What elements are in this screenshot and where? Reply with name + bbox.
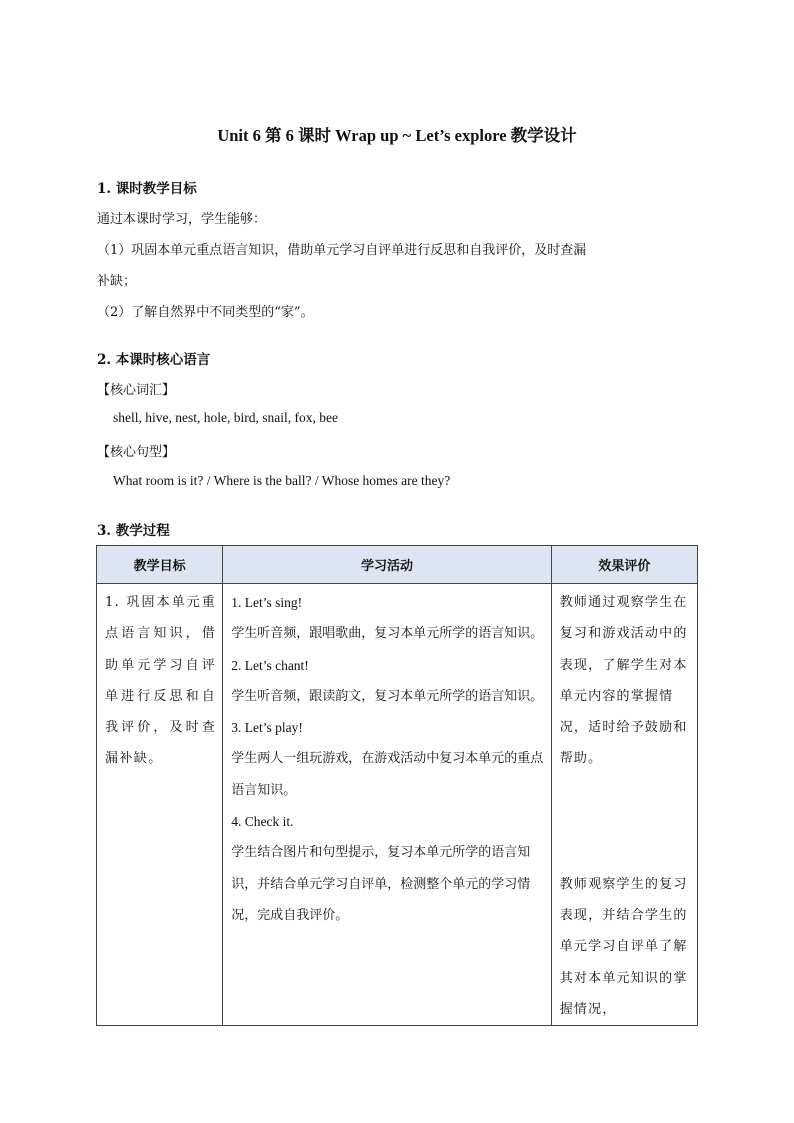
table-header-row	[97, 546, 698, 584]
goal-2: （2）了解自然界中不同类型的“家”。	[97, 305, 314, 320]
activity-1-desc: 学生听音频，跟唱歌曲，复习本单元所学的语言知识。	[231, 626, 544, 642]
activity-cell	[223, 584, 552, 1026]
header-activity: 学习活动	[223, 546, 552, 584]
header-goal: 教学目标	[97, 546, 223, 584]
table-row	[97, 584, 698, 1026]
vocab-list: shell, hive, nest, hole, bird, snail, fox, bee	[113, 410, 338, 425]
section-1-heading: 1. 课时教学目标	[97, 181, 197, 197]
section-3-heading: 3. 教学过程	[97, 523, 170, 539]
evaluation-1: 教师通过观察学生在复习和游戏活动中的表现，了解学生对本单元内容的掌握情况，适时给予鼓励和帮助。	[559, 595, 688, 767]
header-evaluation: 效果评价	[551, 546, 697, 584]
evaluation-2: 教师观察学生的复习表现，并结合学生的单元学习自评单了解其对本单元知识的掌握情况，	[559, 876, 688, 1017]
pattern-label: 【核心句型】	[97, 445, 176, 460]
evaluation-spacer	[560, 775, 692, 869]
activity-2-title: 2. Let’s chant!	[231, 657, 309, 673]
section-1-intro: 通过本课时学习，学生能够：	[97, 212, 267, 227]
activity-list	[223, 584, 551, 931]
activity-1-title: 1. Let’s sing!	[231, 595, 303, 610]
evaluation-cell	[551, 584, 697, 1026]
activity-4-desc: 学生结合图片和句型提示，复习本单元所学的语言知识，并结合单元学习自评单，检测整个单元的学习情况，完成自我评价。	[231, 845, 531, 923]
goal-1-line-1: （1）巩固本单元重点语言知识，借助单元学习自评单进行反思和自我评价，及时查漏	[97, 243, 587, 258]
teaching-process-table	[96, 545, 698, 1026]
goal-text: 1. 巩固本单元重点语言知识，借助单元学习自评单进行反思和自我评价，及时查漏补缺。	[105, 595, 217, 767]
goal-1-line-2: 补缺；	[97, 274, 137, 289]
activity-3-desc: 学生两人一组玩游戏，在游戏活动中复习本单元的重点语言知识。	[231, 751, 544, 798]
section-2-heading: 2. 本课时核心语言	[97, 352, 211, 368]
goal-cell	[97, 584, 223, 1026]
evaluation-list	[552, 584, 697, 1025]
activity-3-title: 3. Let’s play!	[231, 720, 303, 736]
pattern-list: What room is it? / Where is the ball? / Whose homes are they?	[113, 473, 451, 488]
activity-4-title: 4. Check it.	[231, 814, 294, 830]
activity-2-desc: 学生听音频，跟读韵文，复习本单元所学的语言知识。	[231, 688, 544, 704]
document-title: Unit 6 第 6 课时 Wrap up ~ Let’s explore 教学设计	[217, 126, 577, 145]
vocab-label: 【核心词汇】	[97, 383, 176, 398]
